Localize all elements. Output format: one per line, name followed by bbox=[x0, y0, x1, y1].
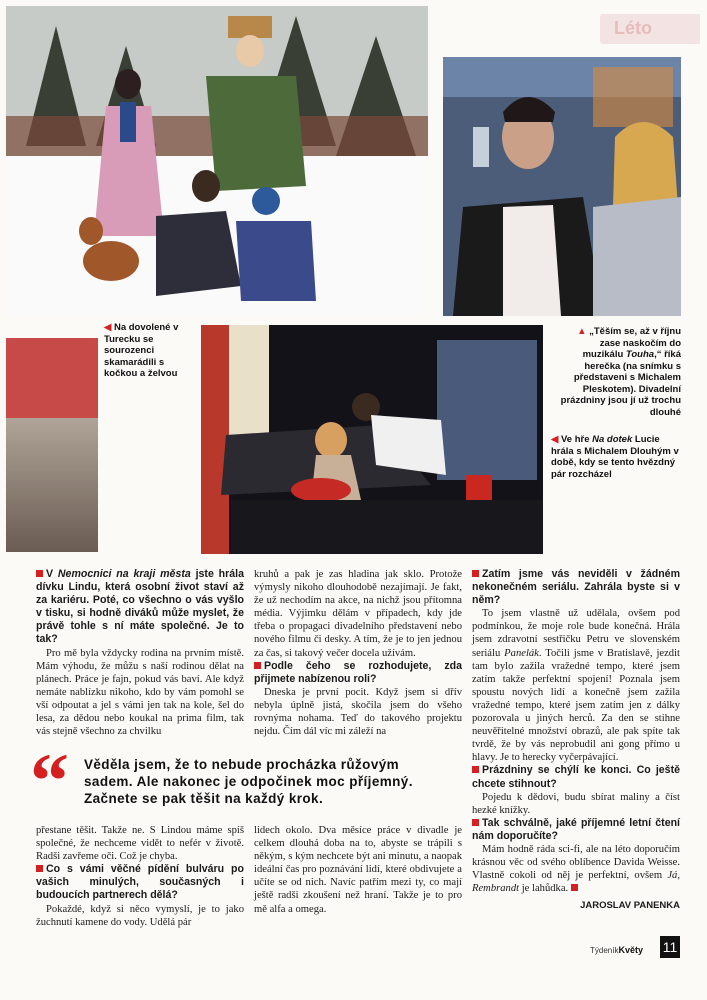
section-label: Léto bbox=[614, 18, 652, 38]
caption-na-dotek: ◀ Ve hře Na dotek Lucie hrála s Michalem Dlouhým v době, kdy se tento hvězdný pár rozcházel bbox=[551, 434, 679, 480]
actors-drinking-photo bbox=[443, 57, 681, 316]
bullet-square-icon bbox=[36, 570, 43, 577]
column-3 bbox=[472, 568, 680, 912]
quote-marks-icon: “ bbox=[30, 737, 69, 824]
bullet-square-icon bbox=[36, 865, 43, 872]
footer bbox=[590, 940, 680, 962]
question-2: Podle čeho se rozhodujete, zda přijmete nabízenou roli? bbox=[254, 659, 462, 685]
bullet-square-icon bbox=[254, 662, 261, 669]
magazine-name: Květy bbox=[618, 945, 643, 955]
question-3: Co s vámi věčné pídění bulváru po vašich minulých, současných i budoucích partnerech dělá? bbox=[36, 863, 244, 902]
answer-6: Mám hodně ráda sci-fi, ale na léto doporučím krásnou věc od svého oblíbence Davida Weisse. Vlastně cokoli od něj je perfektní, ovšem Já, Rembrandt je lahůdka. bbox=[472, 843, 680, 895]
caption-family-photo: ◀ Na dovolené v Turecku se sourozenci skamarádili s kočkou a želvou bbox=[104, 322, 179, 379]
end-mark-icon bbox=[571, 884, 578, 891]
column-1-top bbox=[36, 568, 244, 738]
answer-1-end: přestane těšit. Takže ne. S Lindou máme spíš společné, že nechceme vidět to nefér v životě. Radši zavřeme oči. Což je chyba. bbox=[36, 825, 244, 863]
column-1-bottom bbox=[36, 824, 244, 929]
column-2-top bbox=[254, 568, 462, 738]
question-1: V Nemocnici na kraji města jste hrála dívku Lindu, která osobní život staví až za kariéru. Poté, co všechno o vás vyšlo v tisku, si hodně diváků může myslet, že právě tohle s ní máte společné. Je to tak? bbox=[36, 568, 245, 646]
answer-5: Pojedu k dědovi, budu sbírat maliny a číst hezké knížky. bbox=[472, 791, 680, 816]
answer-2-end: lidech okolo. Dva měsíce práce v divadle je celkem dlouhá doba na to, abyste se trápili s někým, s kým nechcete být ani minutu, a naopak ideální čas pro poznávání lidí, které obdivujete a učíte se od nich. Navíc patřím mezi ty, co mají ještě radši zkoušení než hraní. Takže je to pro mě alfa a omega. bbox=[254, 825, 462, 915]
magazine-name-small: Týdeník bbox=[590, 946, 619, 955]
section-header bbox=[600, 14, 700, 44]
answer-1: Pro mě byla vždycky rodina na prvním místě. Mám výhodu, že můžu s naší rodinou dělat na plánech. Práce je fajn, pokud vás baví. Ale když nemáte nablízku nikoho, kdo by vám pomohl se vší odpoutat a jel s vámi jen tak na kole, šel do lesa, za dědou nebo koukal na prima film, tak vás stejně všechno za chvilku bbox=[36, 647, 244, 738]
bullet-square-icon bbox=[472, 819, 479, 826]
pull-quote bbox=[30, 737, 450, 824]
answer-4: To jsem vlastně už udělala, ovšem pod podmínkou, že moje role bude konečná. Hrála jsem zdravotní sestřičku Petru ve slovenském seriálu Panelák. Točili jsme v Bratislavě, jezdit tam bylo zažila vražedné tempo, které jsem zatím takže perfektní spojení! Poznala jsem spoustu nových lidí a konečně jsem zažila vražedné tempo, které jsem zatím jen z dálky pozorovala u jiných herců. Za den se stihne neuvěřitelné množství obrazů, ale pak spíte tak tvrdě, že by vás neprobudil ani gong přímo u hlavy. Je to herecky vyčerpávající. bbox=[472, 608, 680, 764]
author-name: JAROSLAV PANENKA bbox=[580, 900, 680, 912]
column-2-bottom bbox=[254, 824, 462, 916]
left-triangle-icon: ◀ bbox=[551, 434, 559, 445]
up-triangle-icon: ▲ bbox=[577, 326, 587, 337]
question-6: Tak schválně, jaké příjemné letní čtení nám doporučíte? bbox=[472, 816, 680, 842]
stage-scene-photo bbox=[201, 325, 543, 554]
question-4: Zatím jsme vás neviděli v žádném nekonečném seriálu. Zahrála byste si v něm? bbox=[472, 568, 680, 607]
answer-2: Dneska je první pocit. Když jsem si dřív nebyla úplně jistá, skočila jsem do všeho rovnýma nohama. Teď do takového projektu nejdu. Čím dál víc mi záleží na bbox=[254, 686, 462, 738]
family-snow-photo bbox=[6, 6, 428, 316]
caption-touha: ▲ „Těším se, až v říjnu zase naskočím do muzikálu Touha,“ říká herečka (na snímku s představeni s Michalem Pleskotem). Divadelní prázdniny jsou jí už trochu dlouhé bbox=[560, 326, 681, 418]
left-triangle-icon: ◀ bbox=[104, 322, 112, 333]
wall-photo-fragment bbox=[6, 338, 98, 552]
answer-1-cont: kruhů a pak je zas hladina jak sklo. Protože výmysly nikoho dlouhodobě nezajímají. Je fakt, že už nechodím na akce, na nichž jsou přítomna média. Výjimku dělám v případech, kdy jde třeba o propagaci divadelního představení nebo nového filmu či desky. A tím, že je to jen jednou za čas, si takový večer docela užívám. bbox=[254, 569, 462, 659]
pull-quote-text: Věděla jsem, že to nebude procházka růžovým sadem. Ale nakonec je odpočinek moc příjemný. Začnete se pak těšit na každý krok. bbox=[84, 757, 413, 806]
page-number: 11 bbox=[660, 936, 680, 958]
answer-3: Pokaždé, když si něco vymyslí, je to jako žuchnutí kamene do vody. Udělá pár bbox=[36, 903, 244, 928]
bullet-square-icon bbox=[472, 766, 479, 773]
bullet-square-icon bbox=[472, 570, 479, 577]
question-5: Prázdniny se chýlí ke konci. Co ještě chcete stihnout? bbox=[472, 764, 680, 790]
